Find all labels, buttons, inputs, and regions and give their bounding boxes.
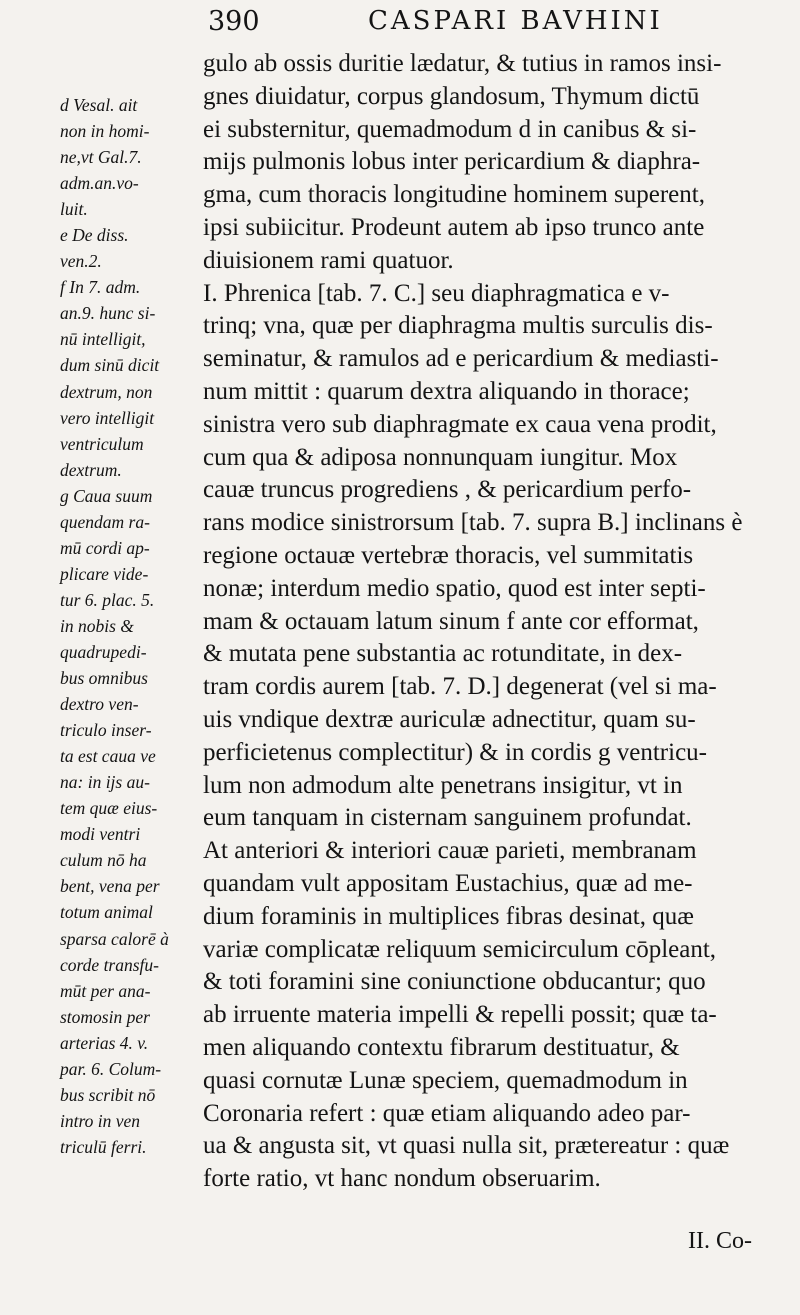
margin-note-line: dextro ven- (60, 694, 139, 715)
margin-note-line: ventriculum (60, 433, 144, 454)
text-line: quasi cornutæ Lunæ speciem, quemadmodum in (203, 1066, 688, 1094)
margin-note-line: culum nō ha (60, 850, 147, 871)
margin-note-line: luit. (60, 199, 88, 220)
margin-note-line: non in homi- (60, 121, 150, 142)
text-line: lum non admodum alte penetrans insigitur, vt in (203, 771, 683, 799)
margin-note-line: triculo inser- (60, 720, 152, 741)
margin-note-line: ven.2. (60, 251, 102, 272)
text-line: I. Phrenica [tab. 7. C.] seu diaphragmatica e v- (203, 279, 670, 307)
margin-note-line: vero intelligit (60, 407, 155, 428)
margin-notes (60, 92, 210, 1160)
page-header (200, 6, 792, 46)
margin-note-line: f In 7. adm. (60, 277, 141, 298)
text-line: & mutata pene substantia ac rotunditate, in dex- (203, 640, 683, 668)
margin-note-line: stomosin per (60, 1006, 150, 1027)
margin-note-line: corde transfu- (60, 954, 159, 975)
margin-note-line: triculū ferri. (60, 1136, 147, 1157)
text-line: seminatur, & ramulos ad e pericardium & mediasti- (203, 345, 719, 373)
margin-note-line: ta est caua ve (60, 746, 156, 767)
margin-note-line: d Vesal. ait (60, 95, 138, 115)
margin-note-line: in nobis & (60, 615, 134, 636)
text-line: At anteriori & interiori cauæ parieti, membranam (203, 837, 697, 865)
text-line: gulo ab ossis duritie lædatur, & tutius in ramos insi- (203, 50, 722, 77)
margin-note-line: bus scribit nō (60, 1084, 156, 1105)
margin-note-line: par. 6. Colum- (60, 1058, 162, 1079)
text-line: mijs pulmonis lobus inter pericardium & diaphra- (203, 148, 701, 176)
catchword: II. Co- (688, 1228, 752, 1254)
margin-note-line: mūt per ana- (60, 980, 151, 1001)
text-line: tram cordis aurem [tab. 7. D.] degenerat (vel si ma- (203, 673, 717, 701)
margin-note-line: ne,vt Gal.7. (60, 147, 142, 168)
text-line: variæ complicatæ reliquum semicirculum cōpleant, (203, 935, 717, 963)
text-line: trinq; vna, quæ per diaphragma multis surculis dis- (203, 312, 713, 340)
margin-note-line: e De diss. (60, 225, 129, 246)
margin-note-line: dum sinū dicit (60, 355, 160, 376)
margin-note-line: g Caua suum (60, 485, 153, 506)
text-line: & toti foramini sine coniunctione obducantur; quo (203, 968, 706, 996)
text-line: men aliquando contextu fibrarum destituatur, & (203, 1033, 680, 1061)
text-line: Coronaria refert : quæ etiam aliquando adeo par- (203, 1099, 691, 1127)
margin-note-line: modi ventri (60, 824, 141, 845)
margin-note-line: dextrum, non (60, 381, 153, 402)
text-line: ab irruente materia impelli & repelli possit; quæ ta- (203, 1001, 717, 1029)
text-line: ei substernitur, quemadmodum d in canibus & si- (203, 115, 697, 143)
margin-note-line: bent, vena per (60, 876, 160, 897)
text-line: ua & angusta sit, vt quasi nulla sit, prætereatur : quæ (203, 1132, 730, 1160)
margin-note-line: arterias 4. v. (60, 1032, 149, 1053)
margin-note-line: bus omnibus (60, 668, 148, 689)
text-line: uis vndique dextræ auriculæ adnectitur, quam su- (203, 705, 696, 733)
margin-note-line: dextrum. (60, 459, 122, 480)
margin-note-line: an.9. hunc si- (60, 303, 156, 324)
text-line: regione octauæ vertebræ thoracis, vel summitatis (203, 541, 694, 569)
text-line: gnes diuidatur, corpus glandosum, Thymum dictū (203, 82, 700, 110)
text-line: cauæ truncus progrediens , & pericardium perfo- (203, 476, 692, 504)
margin-note-line: tem quæ eius- (60, 798, 158, 819)
margin-note-line: totum animal (60, 902, 153, 923)
text-line: gma, cum thoracis longitudine hominem superent, (203, 181, 705, 209)
page-number: 390 (208, 6, 260, 37)
margin-note-line: plicare vide- (60, 563, 149, 584)
margin-note-line: intro in ven (60, 1110, 141, 1131)
text-line: num mittit : quarum dextra aliquando in thorace; (203, 377, 690, 405)
text-line: cum qua & adiposa nonnunquam iungitur. Mox (203, 443, 678, 471)
text-line: forte ratio, vt hanc nondum obseruarim. (203, 1165, 601, 1193)
margin-note-line: na: in ijs au- (60, 772, 150, 793)
margin-note-line: sparsa calorē à (60, 928, 169, 949)
text-line: sinistra vero sub diaphragmate ex caua vena prodit, (203, 410, 717, 438)
main-text (203, 48, 793, 1196)
margin-note-line: quadrupedi- (60, 641, 147, 662)
text-line: eum tanquam in cisternam sanguinem profundat. (203, 804, 692, 832)
text-line: rans modice sinistrorsum [tab. 7. supra B.] inclinans è (203, 509, 743, 537)
text-line: quandam vult appositam Eustachius, quæ ad me- (203, 869, 693, 897)
text-line: nonæ; interdum medio spatio, quod est inter septi- (203, 574, 706, 602)
text-line: diuisionem rami quatuor. (203, 246, 454, 274)
margin-note-line: nū intelligit, (60, 329, 146, 350)
text-line: mam & octauam latum sinum f ante cor efformat, (203, 607, 699, 635)
text-line: dium foraminis in multiplices fibras desinat, quæ (203, 902, 694, 930)
margin-note-line: quendam ra- (60, 511, 150, 532)
margin-note-line: mū cordi ap- (60, 537, 150, 558)
text-line: ipsi subiicitur. Prodeunt autem ab ipso trunco ante (203, 213, 705, 241)
margin-note-line: tur 6. plac. 5. (60, 589, 155, 610)
text-line: perficietenus complectitur) & in cordis g ventricu- (203, 738, 707, 766)
running-head: CASPARI BAVHINI (368, 6, 663, 36)
margin-note-line: adm.an.vo- (60, 173, 139, 194)
